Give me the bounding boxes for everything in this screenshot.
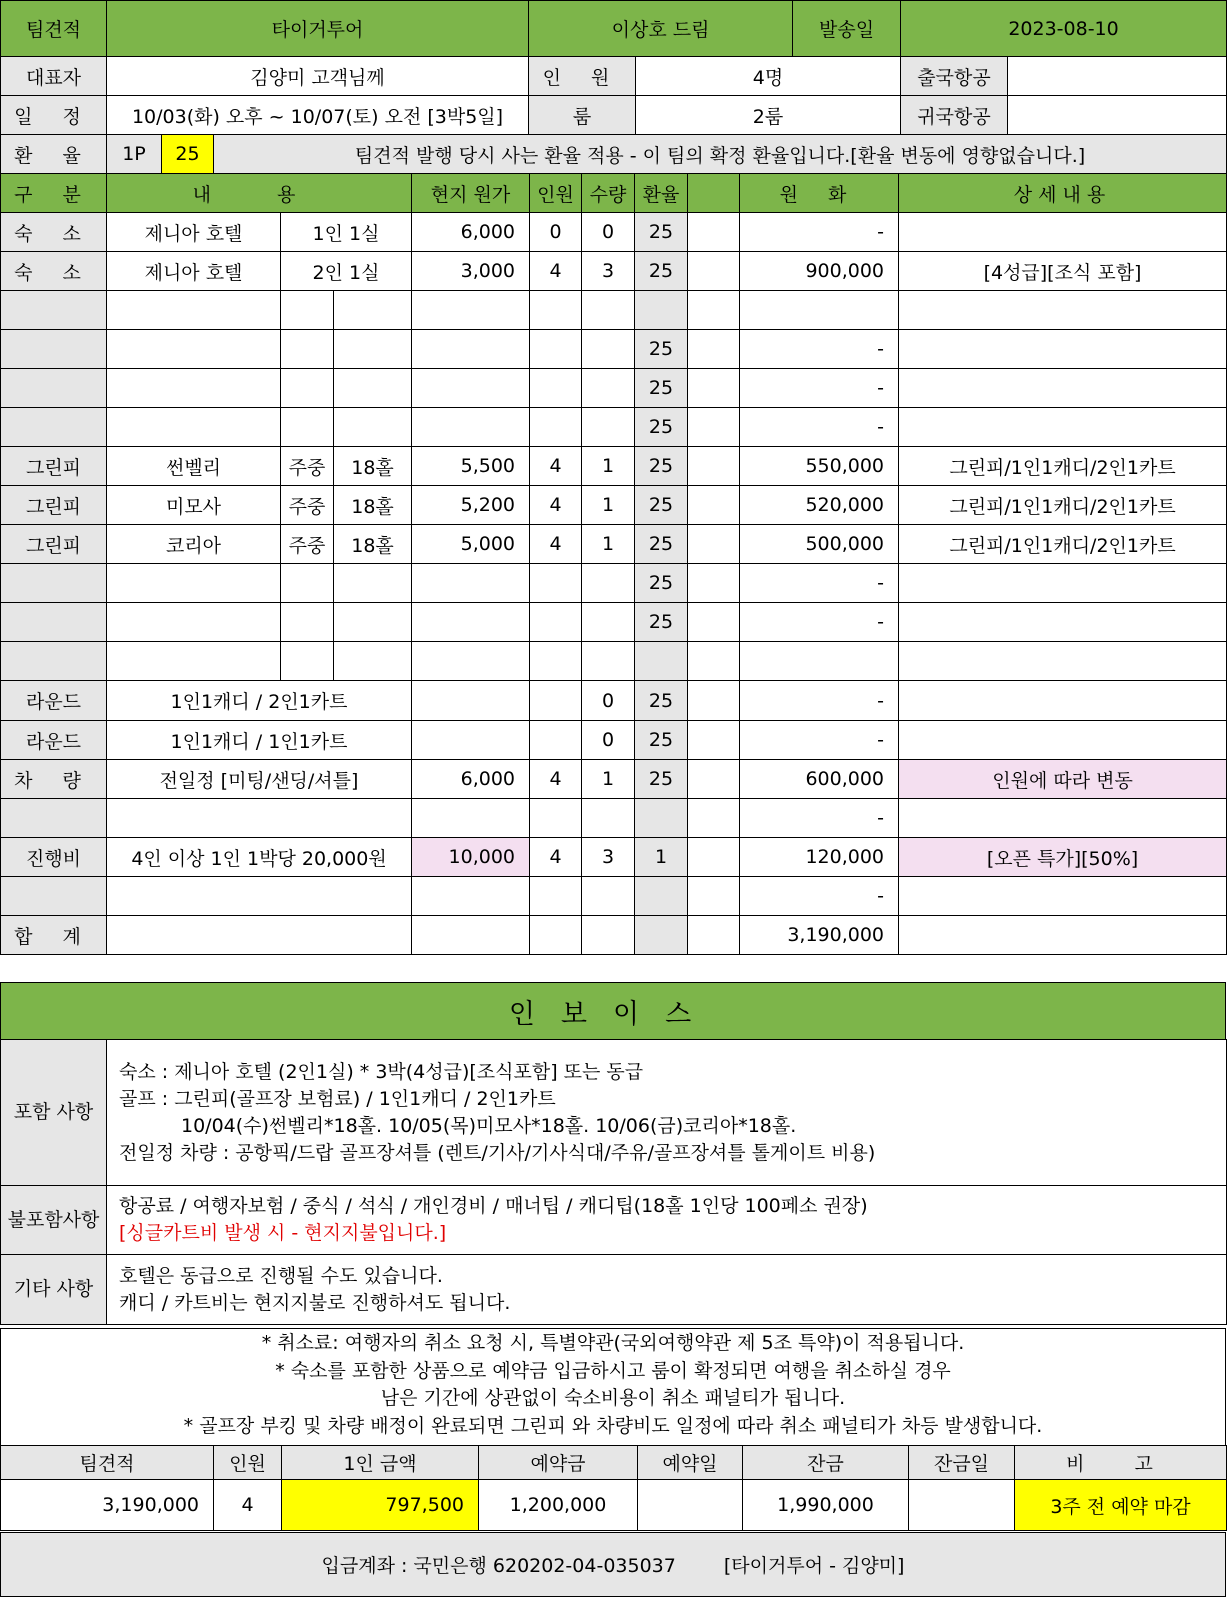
row-rate: 25 (635, 330, 688, 369)
col-pax: 인원 (530, 174, 582, 213)
row-sub2 (334, 291, 412, 330)
row-blank (688, 642, 740, 681)
room-label: 룸 (529, 96, 636, 135)
row-category (1, 642, 107, 681)
detail-row (1, 213, 1227, 252)
detail-row (1, 564, 1227, 603)
row-blank (688, 330, 740, 369)
sum-head-quote: 팀견적 (1, 1446, 214, 1480)
row-category (1, 799, 107, 838)
detail-row (1, 447, 1227, 486)
row-krw: - (740, 799, 899, 838)
row-detail (899, 408, 1227, 447)
row-qty (582, 642, 635, 681)
row-category: 진행비 (1, 838, 107, 877)
row-qty: 3 (582, 252, 635, 291)
row-pax: 4 (530, 252, 582, 291)
row-qty: 1 (582, 760, 635, 799)
row-pax (530, 877, 582, 916)
row-rate: 25 (635, 603, 688, 642)
room-value: 2룸 (636, 96, 901, 135)
col-category: 구 분 (1, 174, 107, 213)
row-sub2 (334, 642, 412, 681)
row-detail: 그린피/1인1캐디/2인1카트 (899, 486, 1227, 525)
row-pax (530, 916, 582, 955)
row-local-cost: 3,000 (412, 252, 530, 291)
detail-rows (1, 213, 1227, 955)
row-category (1, 291, 107, 330)
row-detail (899, 291, 1227, 330)
excluded-content (107, 1186, 1227, 1255)
row-pax: 4 (530, 760, 582, 799)
sum-pax: 4 (214, 1480, 282, 1531)
quote-label: 팀견적 (1, 1, 107, 57)
row-qty (582, 330, 635, 369)
send-date: 2023-08-10 (901, 1, 1227, 57)
row-sub2 (334, 564, 412, 603)
row-local-cost (412, 603, 530, 642)
row-detail (899, 369, 1227, 408)
sum-remarks: 3주 전 예약 마감 (1015, 1480, 1227, 1531)
row-category (1, 369, 107, 408)
included-content (107, 1040, 1227, 1186)
row-content: 1인1캐디 / 1인1카트 (107, 721, 412, 760)
included-line: 전일정 차량 : 공항픽/드랍 골프장셔틀 (렌트/기사/기사식대/주유/골프장셔틀 톨게이트 비용) (119, 1141, 876, 1164)
detail-row (1, 252, 1227, 291)
row-category: 숙 소 (1, 213, 107, 252)
row-sub2: 18홀 (334, 525, 412, 564)
invoice-table (0, 1039, 1227, 1325)
row-blank (688, 838, 740, 877)
row-qty: 1 (582, 525, 635, 564)
row-detail (899, 213, 1227, 252)
row-rate (635, 916, 688, 955)
row-content (107, 877, 412, 916)
col-content: 내 용 (107, 174, 412, 213)
row-blank (688, 603, 740, 642)
row-category: 합 계 (1, 916, 107, 955)
row-rate: 25 (635, 213, 688, 252)
row-name (107, 369, 281, 408)
row-detail (899, 799, 1227, 838)
row-pax: 0 (530, 213, 582, 252)
row-qty (582, 291, 635, 330)
sum-head-per-person: 1인 금액 (282, 1446, 479, 1480)
row-qty (582, 877, 635, 916)
row-sub1 (281, 564, 334, 603)
detail-row (1, 603, 1227, 642)
row-krw: 520,000 (740, 486, 899, 525)
rate-value: 25 (162, 135, 214, 174)
row-qty: 1 (582, 447, 635, 486)
row-content: 전일정 [미팅/샌딩/셔틀] (107, 760, 412, 799)
row-pax (530, 721, 582, 760)
row-rate: 25 (635, 369, 688, 408)
row-krw: 600,000 (740, 760, 899, 799)
row-rate: 25 (635, 408, 688, 447)
row-sub2: 18홀 (334, 486, 412, 525)
row-category: 그린피 (1, 525, 107, 564)
rate-label: 환 율 (1, 135, 107, 174)
detail-row (1, 525, 1227, 564)
row-krw: - (740, 564, 899, 603)
row-pax (530, 369, 582, 408)
rep-label: 대표자 (1, 57, 107, 96)
row-blank (688, 369, 740, 408)
row-name: 제니아 호텔 (107, 213, 281, 252)
row-krw: 3,190,000 (740, 916, 899, 955)
invoice-title: 인보이스 (0, 982, 1226, 1040)
row-rate: 25 (635, 486, 688, 525)
col-blank (688, 174, 740, 213)
detail-row (1, 369, 1227, 408)
row-name (107, 564, 281, 603)
detail-row (1, 408, 1227, 447)
row-pax (530, 642, 582, 681)
row-name (107, 291, 281, 330)
row-local-cost: 10,000 (412, 838, 530, 877)
row-name: 코리아 (107, 525, 281, 564)
row-pax (530, 564, 582, 603)
row-krw: 500,000 (740, 525, 899, 564)
row-krw: - (740, 877, 899, 916)
detail-row (1, 721, 1227, 760)
row-detail (899, 877, 1227, 916)
row-local-cost (412, 564, 530, 603)
return-air-value (1008, 96, 1227, 135)
row-krw: - (740, 369, 899, 408)
row-rate (635, 291, 688, 330)
row-local-cost (412, 330, 530, 369)
row-sub1 (281, 369, 334, 408)
row-content: 1인1캐디 / 2인1카트 (107, 681, 412, 721)
row-blank (688, 877, 740, 916)
return-air-label: 귀국항공 (901, 96, 1008, 135)
row-blank (688, 916, 740, 955)
row-detail: 그린피/1인1캐디/2인1카트 (899, 447, 1227, 486)
row-local-cost (412, 877, 530, 916)
row-sub1 (281, 291, 334, 330)
row-category (1, 603, 107, 642)
row-blank (688, 525, 740, 564)
sum-head-deposit-date: 예약일 (638, 1446, 743, 1480)
sum-head-remarks: 비 고 (1015, 1446, 1227, 1480)
row-sub2 (334, 603, 412, 642)
row-krw: 900,000 (740, 252, 899, 291)
row-blank (688, 213, 740, 252)
row-category: 라운드 (1, 681, 107, 721)
row-detail (899, 681, 1227, 721)
row-detail: 인원에 따라 변동 (899, 760, 1227, 799)
details-table (0, 173, 1227, 955)
row-category: 그린피 (1, 486, 107, 525)
detail-row (1, 681, 1227, 721)
sum-balance-date (909, 1480, 1015, 1531)
row-sub2: 18홀 (334, 447, 412, 486)
included-line: 숙소 : 제니아 호텔 (2인1실) * 3박(4성급)[조식포함] 또는 동급 (119, 1060, 644, 1083)
row-rate (635, 799, 688, 838)
row-pax: 4 (530, 447, 582, 486)
send-date-label: 발송일 (793, 1, 901, 57)
row-local-cost: 5,200 (412, 486, 530, 525)
row-blank (688, 681, 740, 721)
row-blank (688, 447, 740, 486)
row-sub2 (334, 330, 412, 369)
row-rate: 25 (635, 252, 688, 291)
row-qty (582, 603, 635, 642)
row-local-cost (412, 681, 530, 721)
schedule-value: 10/03(화) 오후 ~ 10/07(토) 오전 [3박5일] (107, 96, 529, 135)
included-line: 골프 : 그린피(골프장 보험료) / 1인1캐디 / 2인1카트 (119, 1087, 556, 1110)
note-line: * 골프장 부킹 및 차량 배정이 완료되면 그린피 와 차량비도 일정에 따라 취소 패널티가 차등 발생합니다. (183, 1414, 1043, 1437)
note-line: 남은 기간에 상관없이 숙소비용이 취소 패널티가 됩니다. (380, 1387, 846, 1409)
row-sub1: 주중 (281, 447, 334, 486)
row-local-cost: 6,000 (412, 213, 530, 252)
pax-label: 인 원 (529, 57, 636, 96)
note-line: * 숙소를 포함한 상품으로 예약금 입금하시고 룸이 확정되면 여행을 취소하실 경우 (275, 1359, 951, 1382)
detail-row (1, 760, 1227, 799)
row-detail (899, 642, 1227, 681)
row-name: 미모사 (107, 486, 281, 525)
row-category: 그린피 (1, 447, 107, 486)
included-label: 포함 사항 (1, 1040, 107, 1186)
row-qty (582, 369, 635, 408)
row-qty (582, 408, 635, 447)
row-detail (899, 721, 1227, 760)
row-local-cost: 6,000 (412, 760, 530, 799)
row-blank (688, 799, 740, 838)
row-local-cost (412, 799, 530, 838)
row-blank (688, 252, 740, 291)
row-name (107, 642, 281, 681)
sum-head-balance: 잔금 (743, 1446, 909, 1480)
row-rate: 25 (635, 564, 688, 603)
detail-row (1, 838, 1227, 877)
row-detail (899, 916, 1227, 955)
detail-row (1, 642, 1227, 681)
row-local-cost (412, 369, 530, 408)
row-local-cost (412, 916, 530, 955)
row-pax (530, 799, 582, 838)
detail-row (1, 916, 1227, 955)
excluded-line: 항공료 / 여행자보험 / 중식 / 석식 / 개인경비 / 매너팁 / 캐디팁(18홀 1인당 100페소 권장) (119, 1195, 868, 1217)
row-category: 라운드 (1, 721, 107, 760)
row-qty: 3 (582, 838, 635, 877)
row-category (1, 330, 107, 369)
rate-unit: 1P (107, 135, 162, 174)
row-rate: 1 (635, 838, 688, 877)
row-blank (688, 408, 740, 447)
bank-holder: [타이거투어 - 김양미] (723, 1555, 905, 1577)
row-name (107, 330, 281, 369)
other-label: 기타 사항 (1, 1255, 107, 1325)
row-pax (530, 408, 582, 447)
row-sub1: 주중 (281, 486, 334, 525)
row-category (1, 564, 107, 603)
row-local-cost (412, 642, 530, 681)
bank-account-bar (0, 1532, 1226, 1597)
other-line: 호텔은 동급으로 진행될 수도 있습니다. (119, 1264, 443, 1287)
rep-value: 김양미 고객님께 (107, 57, 529, 96)
row-blank (688, 760, 740, 799)
sum-head-balance-date: 잔금일 (909, 1446, 1015, 1480)
row-detail (899, 603, 1227, 642)
summary-table (0, 1445, 1227, 1531)
row-name (107, 603, 281, 642)
col-qty: 수량 (582, 174, 635, 213)
col-local-cost: 현지 원가 (412, 174, 530, 213)
row-content (107, 916, 412, 955)
row-rate (635, 642, 688, 681)
row-qty: 0 (582, 213, 635, 252)
row-detail: 그린피/1인1캐디/2인1카트 (899, 525, 1227, 564)
row-pax (530, 291, 582, 330)
sum-deposit-date (638, 1480, 743, 1531)
col-rate: 환율 (635, 174, 688, 213)
header-table (0, 0, 1227, 174)
row-sub1 (281, 408, 334, 447)
row-qty (582, 916, 635, 955)
bank-account: 입금계좌 : 국민은행 620202-04-035037 (321, 1555, 676, 1577)
group-name: 이상호 드림 (529, 1, 793, 57)
row-rate: 25 (635, 760, 688, 799)
agency-name: 타이거투어 (107, 1, 529, 57)
sum-head-pax: 인원 (214, 1446, 282, 1480)
row-krw: 550,000 (740, 447, 899, 486)
row-rate: 25 (635, 681, 688, 721)
row-sub2 (334, 408, 412, 447)
row-pax: 4 (530, 525, 582, 564)
row-sub1: 2인 1실 (281, 252, 412, 291)
row-name: 썬벨리 (107, 447, 281, 486)
row-qty: 0 (582, 681, 635, 721)
row-krw: 120,000 (740, 838, 899, 877)
row-name (107, 408, 281, 447)
excluded-warning: [싱글카트비 발생 시 - 현지지불입니다.] (119, 1222, 447, 1244)
row-krw: - (740, 408, 899, 447)
row-pax: 4 (530, 486, 582, 525)
rate-note: 팀견적 발행 당시 사는 환율 적용 - 이 팀의 확정 환율입니다.[환율 변동에 영향없습니다.] (214, 135, 1227, 174)
row-rate: 25 (635, 721, 688, 760)
other-line: 캐디 / 카트비는 현지지불로 진행하셔도 됩니다. (119, 1291, 511, 1314)
row-sub1: 주중 (281, 525, 334, 564)
row-rate (635, 877, 688, 916)
detail-row (1, 486, 1227, 525)
departure-air-label: 출국항공 (901, 57, 1008, 96)
row-blank (688, 486, 740, 525)
row-local-cost (412, 291, 530, 330)
row-krw: - (740, 330, 899, 369)
row-content (107, 799, 412, 838)
detail-row (1, 799, 1227, 838)
sum-balance: 1,990,000 (743, 1480, 909, 1531)
sum-deposit: 1,200,000 (479, 1480, 638, 1531)
row-pax (530, 681, 582, 721)
row-category: 숙 소 (1, 252, 107, 291)
row-krw: - (740, 213, 899, 252)
row-detail (899, 564, 1227, 603)
row-detail: [오픈 특가][50%] (899, 838, 1227, 877)
row-sub2 (334, 369, 412, 408)
row-sub1: 1인 1실 (281, 213, 412, 252)
col-detail: 상세내용 (899, 174, 1227, 213)
row-local-cost: 5,500 (412, 447, 530, 486)
row-qty: 1 (582, 486, 635, 525)
row-krw (740, 642, 899, 681)
row-local-cost (412, 408, 530, 447)
sum-head-deposit: 예약금 (479, 1446, 638, 1480)
pax-value: 4명 (636, 57, 901, 96)
row-detail: [4성급][조식 포함] (899, 252, 1227, 291)
row-category: 차 량 (1, 760, 107, 799)
row-local-cost (412, 721, 530, 760)
row-krw: - (740, 721, 899, 760)
detail-row (1, 330, 1227, 369)
row-krw: - (740, 603, 899, 642)
detail-row (1, 291, 1227, 330)
cancellation-notes (0, 1328, 1226, 1446)
row-sub1 (281, 603, 334, 642)
row-content: 4인 이상 1인 1박당 20,000원 (107, 838, 412, 877)
row-category (1, 877, 107, 916)
schedule-label: 일 정 (1, 96, 107, 135)
row-qty (582, 564, 635, 603)
note-line: * 취소료: 여행자의 취소 요청 시, 특별약관(국외여행약관 제 5조 특약)이 적용됩니다. (261, 1332, 965, 1354)
detail-row (1, 877, 1227, 916)
included-line: 10/04(수)썬벨리*18홀. 10/05(목)미모사*18홀. 10/06(금)코리아*18홀. (181, 1114, 797, 1137)
row-pax (530, 330, 582, 369)
row-rate: 25 (635, 447, 688, 486)
row-qty (582, 799, 635, 838)
row-blank (688, 564, 740, 603)
row-blank (688, 291, 740, 330)
row-detail (899, 330, 1227, 369)
row-qty: 0 (582, 721, 635, 760)
row-krw: - (740, 681, 899, 721)
row-name: 제니아 호텔 (107, 252, 281, 291)
col-krw: 원 화 (740, 174, 899, 213)
row-sub1 (281, 330, 334, 369)
other-content (107, 1255, 1227, 1325)
row-blank (688, 721, 740, 760)
row-category (1, 408, 107, 447)
sum-quote-total: 3,190,000 (1, 1480, 214, 1531)
excluded-label: 불포함사항 (1, 1186, 107, 1255)
row-krw (740, 291, 899, 330)
row-pax (530, 603, 582, 642)
departure-air-value (1008, 57, 1227, 96)
row-local-cost: 5,000 (412, 525, 530, 564)
row-sub1 (281, 642, 334, 681)
row-rate: 25 (635, 525, 688, 564)
row-pax: 4 (530, 838, 582, 877)
sum-per-person: 797,500 (282, 1480, 479, 1531)
